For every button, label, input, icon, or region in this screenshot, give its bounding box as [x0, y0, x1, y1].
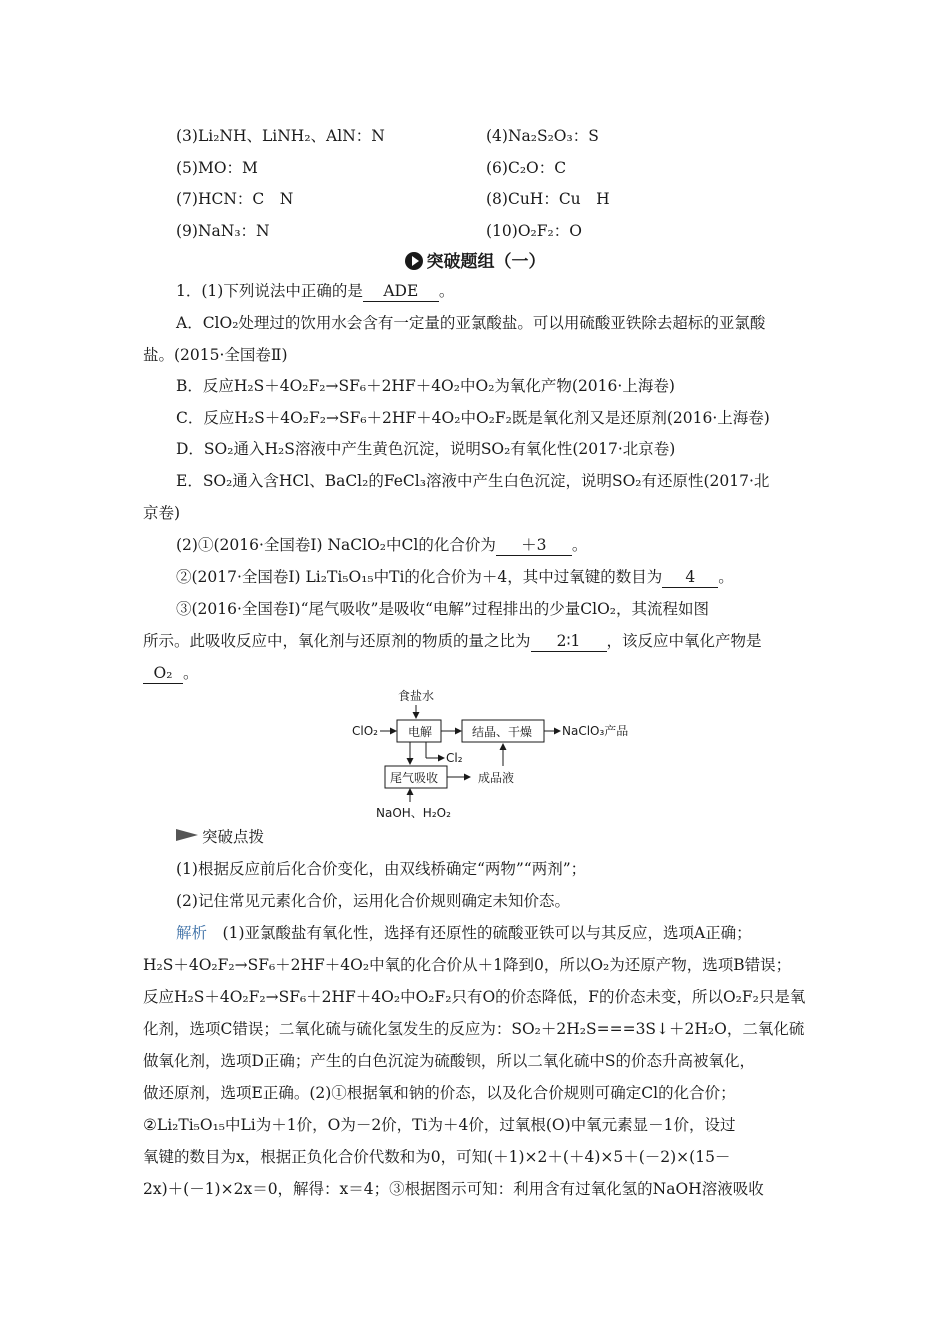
- option-b: B．反应H₂S＋4O₂F₂→SF₆＋2HF＋4O₂中O₂为氧化产物(2016·上海卷): [176, 377, 675, 395]
- play-icon: [405, 252, 423, 270]
- q1-stem-text: 1．(1)下列说法中正确的是: [176, 282, 363, 300]
- tail-gas-label: 尾气吸收: [390, 771, 439, 785]
- answer-blank: ＋3: [496, 535, 572, 556]
- option-e-line1: E．SO₂通入含HCl、BaCl₂的FeCl₃溶液中产生白色沉淀，说明SO₂有还原性(2017·北: [176, 472, 770, 490]
- analysis-label: 解析: [176, 924, 208, 942]
- part2-1-text: (2)①(2016·全国卷Ⅰ) NaClO₂中Cl的化合价为: [176, 536, 496, 554]
- salt-water-label: 食盐水: [398, 689, 435, 703]
- grid-item-4: (4)Na₂S₂O₃：S: [486, 127, 599, 145]
- q1-part2-3-line3: [143, 661, 199, 685]
- option-a-line1: A．ClO₂处理过的饮用水会含有一定量的亚氯酸盐。可以用硫酸亚铁除去超标的亚氯酸: [176, 314, 766, 332]
- part2-1-end: 。: [571, 536, 588, 554]
- analysis-line-5: 做氧化剂，选项D正确；产生的白色沉淀为硫酸钡，所以二氧化硫中S的价态升高被氧化，: [143, 1052, 756, 1070]
- answer-blank: 4: [662, 567, 718, 588]
- grid-item-9: (9)NaN₃：N: [176, 222, 270, 240]
- analysis-line-8: 氧键的数目为x，根据正负化合价代数和为0，可知(＋1)×2＋(＋4)×5＋(－2)×(15－: [143, 1148, 731, 1166]
- answer-blank: ADE: [363, 281, 439, 302]
- option-e-line2: 京卷): [143, 504, 181, 522]
- part2-2-text: ②(2017·全国卷Ⅰ) Li₂Ti₅O₁₅中Ti的化合价为＋4，其中过氧键的数目为: [176, 568, 663, 586]
- analysis-line-1: [176, 921, 752, 945]
- grid-item-3: (3)Li₂NH、LiNH₂、AlN：N: [176, 127, 385, 145]
- answer-blank: 2∶1: [531, 631, 607, 652]
- tips-heading: [176, 825, 264, 849]
- analysis-line-2: H₂S＋4O₂F₂→SF₆＋2HF＋4O₂中氧的化合价从＋1降到0，所以O₂为还原产物，选项B错误；: [143, 956, 792, 974]
- flow-diagram: [340, 686, 640, 826]
- section-title: 突破题组（一）: [426, 252, 546, 272]
- arrow-icon: [176, 829, 198, 841]
- option-a-line2: 盐。(2015·全国卷Ⅱ): [143, 346, 288, 364]
- reagents-label: NaOH、H₂O₂: [376, 806, 451, 820]
- crystal-dry-label: 结晶、干燥: [472, 725, 533, 739]
- grid-item-10: (10)O₂F₂：O: [486, 222, 582, 240]
- analysis-line-3: 反应H₂S＋4O₂F₂→SF₆＋2HF＋4O₂中O₂F₂只有O的价态降低，F的价态未变，所以O₂F₂只是氧: [143, 988, 806, 1006]
- grid-item-5: (5)MO：M: [176, 159, 258, 177]
- analysis-line-9: 2x)＋(－1)×2x＝0，解得：x＝4；③根据图示可知：利用含有过氧化氢的NaOH溶液吸收: [143, 1180, 764, 1198]
- option-d: D．SO₂通入H₂S溶液中产生黄色沉淀，说明SO₂有氧化性(2017·北京卷): [176, 440, 676, 458]
- clo2-input-label: ClO₂: [352, 724, 378, 738]
- q1-part2-3-line1: ③(2016·全国卷Ⅰ)“尾气吸收”是吸收“电解”过程排出的少量ClO₂，其流程如图: [176, 600, 710, 618]
- q1-part2-2: [176, 565, 734, 589]
- part2-3-end: 。: [183, 664, 199, 682]
- grid-item-6: (6)C₂O：C: [486, 159, 567, 177]
- analysis-line-7: ②Li₂Ti₅O₁₅中Li为＋1价，O为－2价，Ti为＋4价，过氧根(O)中氧元素显－1价，设过: [143, 1116, 736, 1134]
- q1-part2-1: [176, 533, 587, 557]
- grid-item-8: (8)CuH：Cu H: [486, 190, 610, 208]
- analysis-text-1: (1)亚氯酸盐有氧化性，选择有还原性的硫酸亚铁可以与其反应，选项A正确；: [222, 924, 752, 942]
- finished-liquid-label: 成品液: [478, 771, 515, 785]
- analysis-line-6: 做还原剂，选项E正确。(2)①根据氧和钠的价态，以及化合价规则可确定Cl的化合价；: [143, 1084, 736, 1102]
- part2-2-end: 。: [718, 568, 734, 586]
- analysis-line-4: 化剂，选项C错误；二氧化硫与硫化氢发生的反应为：SO₂＋2H₂S===3S↓＋2H₂O，二氧化硫: [143, 1020, 805, 1038]
- option-c: C．反应H₂S＋4O₂F₂→SF₆＋2HF＋4O₂中O₂F₂既是氧化剂又是还原剂(2016·上海卷): [176, 409, 770, 427]
- answer-blank: O₂: [143, 663, 183, 684]
- tip-2: (2)记住常见元素化合价，运用化合价规则确定未知价态。: [176, 892, 570, 910]
- electrolysis-label: 电解: [408, 725, 433, 739]
- grid-item-7: (7)HCN：C N: [176, 190, 294, 208]
- part2-3-mid: ，该反应中氧化产物是: [606, 632, 762, 650]
- q1-stem-end: 。: [438, 282, 455, 300]
- tip-1: (1)根据反应前后化合价变化，由双线桥确定“两物”“两剂”；: [176, 860, 587, 878]
- q1-part2-3-line2: [143, 629, 762, 653]
- part2-3-text: 所示。此吸收反应中，氧化剂与还原剂的物质的量之比为: [143, 632, 531, 650]
- section-heading: [0, 247, 950, 272]
- product-label: NaClO₃产品: [562, 724, 629, 738]
- tips-title: 突破点拨: [202, 828, 265, 846]
- cl2-label: Cl₂: [446, 751, 463, 765]
- q1-stem: [176, 279, 454, 303]
